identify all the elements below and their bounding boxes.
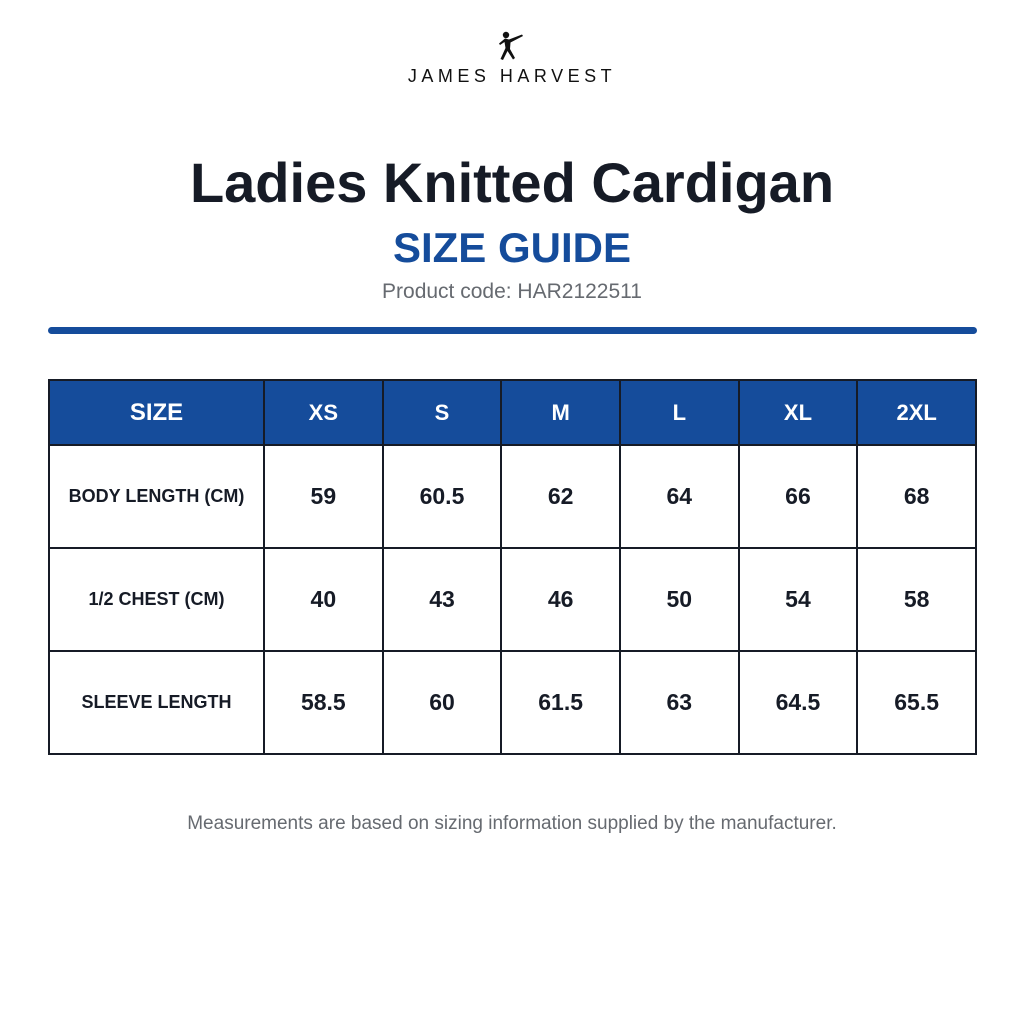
table-cell: 60.5 [383,445,502,548]
table-corner-label: SIZE [49,380,264,445]
table-cell: 61.5 [501,651,620,754]
product-code: Product code: HAR2122511 [382,280,642,303]
size-header: XL [739,380,858,445]
golfer-silhouette-icon [495,30,529,64]
table-cell: 46 [501,548,620,651]
size-header: 2XL [857,380,976,445]
brand-name: JAMES HARVEST [407,66,617,86]
table-cell: 64.5 [739,651,858,754]
table-cell: 43 [383,548,502,651]
table-cell: 66 [739,445,858,548]
size-header: M [501,380,620,445]
table-cell: 60 [383,651,502,754]
table-cell: 40 [264,548,383,651]
table-cell: 54 [739,548,858,651]
brand-logo [0,30,1024,87]
table-header-row [49,380,976,445]
size-header: L [620,380,739,445]
size-header: S [383,380,502,445]
row-label: 1/2 CHEST (CM) [49,548,264,651]
row-label: SLEEVE LENGTH [49,651,264,754]
table-cell: 58 [857,548,976,651]
table-cell: 59 [264,445,383,548]
table-row [49,651,976,754]
table-cell: 68 [857,445,976,548]
page-title: Ladies Knitted Cardigan [189,151,835,214]
table-cell: 62 [501,445,620,548]
table-row [49,445,976,548]
table-cell: 50 [620,548,739,651]
size-table [48,379,977,755]
size-header: XS [264,380,383,445]
table-row [49,548,976,651]
table-cell: 58.5 [264,651,383,754]
row-label: BODY LENGTH (CM) [49,445,264,548]
divider [48,327,977,334]
table-cell: 64 [620,445,739,548]
footnote: Measurements are based on sizing information supplied by the manufacturer. [187,813,837,834]
table-cell: 65.5 [857,651,976,754]
table-cell: 63 [620,651,739,754]
page-subtitle: SIZE GUIDE [392,224,632,271]
